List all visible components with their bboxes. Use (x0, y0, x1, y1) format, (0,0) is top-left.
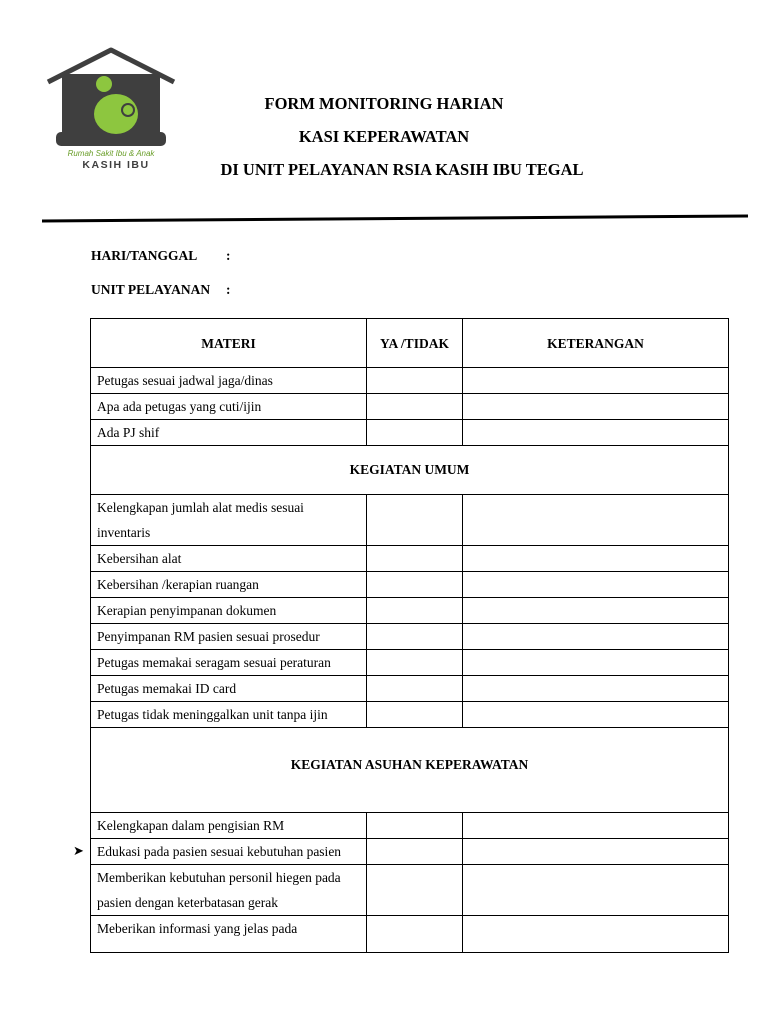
table-header-row (91, 319, 729, 368)
answer-cell[interactable] (367, 546, 463, 572)
table-row (91, 546, 729, 572)
table-row (91, 495, 729, 546)
table-row (91, 650, 729, 676)
note-cell[interactable] (463, 368, 729, 394)
answer-cell[interactable] (367, 495, 463, 546)
answer-cell[interactable] (367, 839, 463, 865)
answer-cell[interactable] (367, 676, 463, 702)
form-title: FORM MONITORING HARIAN (264, 94, 504, 113)
row-label: Kebersihan alat (91, 546, 367, 572)
table-row (91, 572, 729, 598)
table-row (91, 394, 729, 420)
answer-cell[interactable] (367, 572, 463, 598)
form-subtitle: KASI KEPERAWATAN (298, 127, 470, 146)
header-ya-tidak: YA /TIDAK (367, 319, 463, 368)
row-label: Petugas memakai ID card (91, 676, 367, 702)
note-cell[interactable] (463, 813, 729, 839)
table-row (91, 598, 729, 624)
table-row (91, 624, 729, 650)
row-label: Petugas sesuai jadwal jaga/dinas (91, 368, 367, 394)
section-row (91, 446, 729, 495)
row-label: Penyimpanan RM pasien sesuai prosedur (91, 624, 367, 650)
note-cell[interactable] (463, 546, 729, 572)
unit-colon: : (226, 282, 231, 297)
row-label: Edukasi pada pasien sesuai kebutuhan pasien (91, 839, 367, 865)
form-unit-title: DI UNIT PELAYANAN RSIA KASIH IBU TEGAL (220, 160, 584, 179)
row-label: Kelengkapan jumlah alat medis sesuai inventaris (91, 495, 367, 546)
table-row (91, 676, 729, 702)
answer-cell[interactable] (367, 916, 463, 953)
answer-cell[interactable] (367, 865, 463, 916)
section-row (91, 728, 729, 813)
answer-cell[interactable] (367, 624, 463, 650)
row-label: Petugas tidak meninggalkan unit tanpa ijin (91, 702, 367, 728)
table-row (91, 368, 729, 394)
header-divider (42, 207, 748, 227)
table-row (91, 839, 729, 865)
answer-cell[interactable] (367, 368, 463, 394)
row-label: Memberikan kebutuhan personil hiegen pada pasien dengan keterbatasan gerak (91, 865, 367, 916)
note-cell[interactable] (463, 495, 729, 546)
note-cell[interactable] (463, 916, 729, 953)
row-label: Meberikan informasi yang jelas pada (91, 916, 367, 953)
note-cell[interactable] (463, 676, 729, 702)
note-cell[interactable] (463, 394, 729, 420)
note-cell[interactable] (463, 839, 729, 865)
logo-subtitle: Rumah Sakit Ibu & Anak (67, 149, 155, 158)
table-row (91, 916, 729, 953)
note-cell[interactable] (463, 572, 729, 598)
row-label: Ada PJ shif (91, 420, 367, 446)
row-label: Apa ada petugas yang cuti/ijin (91, 394, 367, 420)
table-row (91, 702, 729, 728)
note-cell[interactable] (463, 624, 729, 650)
answer-cell[interactable] (367, 702, 463, 728)
answer-cell[interactable] (367, 650, 463, 676)
note-cell[interactable] (463, 702, 729, 728)
note-cell[interactable] (463, 865, 729, 916)
table-row (91, 420, 729, 446)
unit-label: UNIT PELAYANAN (91, 282, 211, 297)
row-label: Kelengkapan dalam pengisian RM (91, 813, 367, 839)
date-colon: : (226, 248, 231, 263)
date-label: HARI/TANGGAL (91, 248, 198, 263)
table-row (91, 865, 729, 916)
answer-cell[interactable] (367, 813, 463, 839)
section-kegiatan-umum: KEGIATAN UMUM (91, 446, 729, 495)
answer-cell[interactable] (367, 394, 463, 420)
row-label: Kerapian penyimpanan dokumen (91, 598, 367, 624)
header-keterangan: KETERANGAN (463, 319, 729, 368)
row-label: Kebersihan /kerapian ruangan (91, 572, 367, 598)
header-materi: MATERI (91, 319, 367, 368)
note-cell[interactable] (463, 650, 729, 676)
answer-cell[interactable] (367, 598, 463, 624)
arrowhead-bullet-icon: ➤ (73, 843, 84, 858)
answer-cell[interactable] (367, 420, 463, 446)
row-label: Petugas memakai seragam sesuai peraturan (91, 650, 367, 676)
table-row (91, 813, 729, 839)
logo-name: KASIH IBU (82, 159, 150, 171)
section-kegiatan-asuhan: KEGIATAN ASUHAN KEPERAWATAN (91, 728, 729, 813)
note-cell[interactable] (463, 420, 729, 446)
note-cell[interactable] (463, 598, 729, 624)
monitoring-table (90, 318, 729, 953)
